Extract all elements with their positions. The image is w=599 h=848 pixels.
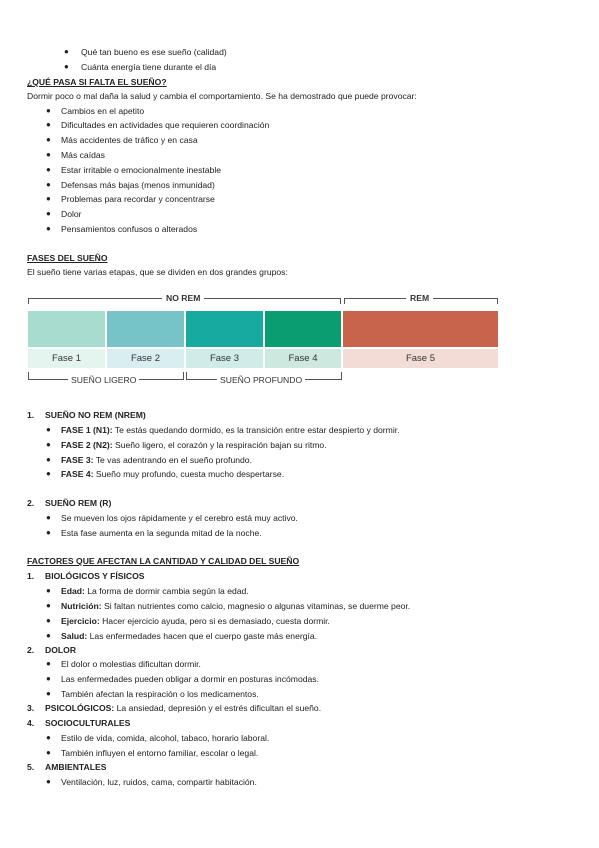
list-item: FASE 2 (N2): Sueño ligero, el corazón y la respiración bajan su ritmo.: [61, 440, 327, 450]
rem-label: REM: [406, 293, 433, 303]
bullet: ●: [64, 47, 69, 56]
list-item: Ejercicio: Hacer ejercicio ayuda, pero si es demasiado, cuesta dormir.: [61, 616, 330, 626]
list-item: FASE 3: Te vas adentrando en el sueño profundo.: [61, 455, 252, 465]
list-number: 1.: [27, 410, 35, 420]
phase-4-label: Fase 4: [265, 349, 341, 368]
subsection-title: SOCIOCULTURALES: [45, 718, 131, 728]
list-number: 2.: [27, 645, 35, 655]
list-item: Se mueven los ojos rápidamente y el cerebro está muy activo.: [61, 513, 298, 523]
list-item: Las enfermedades pueden obligar a dormir en posturas incómodas.: [61, 674, 319, 684]
list-number: 3.: [27, 703, 35, 713]
bullet: ●: [46, 209, 51, 218]
list-number: 2.: [27, 498, 35, 508]
list-item: Defensas más bajas (menos inmunidad): [61, 180, 215, 190]
phase-2-label: Fase 2: [107, 349, 184, 368]
nrem-bracket-right: [340, 298, 341, 304]
bullet: ●: [46, 194, 51, 203]
list-item: También influyen el entorno familiar, escolar o legal.: [61, 748, 259, 758]
bullet: ●: [46, 689, 51, 698]
bullet: ●: [46, 733, 51, 742]
bullet: ●: [46, 674, 51, 683]
list-item: Dificultades en actividades que requieren coordinación: [61, 120, 270, 130]
bullet: ●: [46, 601, 51, 610]
bullet: ●: [46, 631, 51, 640]
list-item: Cambios en el apetito: [61, 106, 145, 116]
list-item: Estar irritable o emocionalmente inestable: [61, 165, 222, 175]
list-item: Pensamientos confusos o alterados: [61, 224, 198, 234]
list-item-text: Qué tan bueno es ese sueño (calidad): [81, 47, 227, 57]
list-number: 5.: [27, 762, 35, 772]
subsection-title: DOLOR: [45, 645, 77, 655]
nrem-bracket-left: [28, 298, 29, 304]
list-item: Más accidentes de tráfico y en casa: [61, 135, 198, 145]
list-item: Ventilación, luz, ruidos, cama, compartir habitación.: [61, 777, 257, 787]
bullet: ●: [46, 513, 51, 522]
list-item: Problemas para recordar y concentrarse: [61, 194, 215, 204]
section-heading: FACTORES QUE AFECTAN LA CANTIDAD Y CALIDAD DEL SUEÑO: [27, 556, 300, 566]
bullet: ●: [46, 224, 51, 233]
subsection-title: SUEÑO REM (R): [45, 498, 112, 508]
deep-sleep-label: SUEÑO PROFUNDO: [217, 375, 305, 385]
sleep-phases-diagram: [28, 288, 498, 386]
list-item: Más caídas: [61, 150, 105, 160]
list-item: PSICOLÓGICOS: La ansiedad, depresión y el estrés dificultan el sueño.: [45, 703, 322, 713]
bullet: ●: [46, 150, 51, 159]
list-number: 1.: [27, 571, 35, 581]
bullet: ●: [64, 62, 69, 71]
phase-1-label: Fase 1: [28, 349, 105, 368]
light-sleep-label: SUEÑO LIGERO: [68, 375, 139, 385]
list-item: Salud: Las enfermedades hacen que el cuerpo gaste más energía.: [61, 631, 318, 641]
bullet: ●: [46, 120, 51, 129]
subsection-title: SUEÑO NO REM (NREM): [45, 410, 146, 420]
bullet: ●: [46, 659, 51, 668]
phase-2-bar: [107, 311, 184, 347]
list-item: También afectan la respiración o los medicamentos.: [61, 689, 259, 699]
bullet: ●: [46, 469, 51, 478]
list-item: FASE 1 (N1): Te estás quedando dormido, es la transición entre estar despierto y dormir.: [61, 425, 400, 435]
bullet: ●: [46, 748, 51, 757]
list-item: Edad: La forma de dormir cambia según la edad.: [61, 586, 249, 596]
bullet: ●: [46, 425, 51, 434]
list-item: FASE 4: Sueño muy profundo, cuesta mucho despertarse.: [61, 469, 285, 479]
rem-bracket-right: [497, 298, 498, 304]
bullet: ●: [46, 586, 51, 595]
phase-4-bar: [265, 311, 341, 347]
bullet: ●: [46, 528, 51, 537]
paragraph: El sueño tiene varias etapas, que se dividen en dos grandes grupos:: [27, 267, 288, 277]
bullet: ●: [46, 165, 51, 174]
phase-3-label: Fase 3: [186, 349, 263, 368]
bullet: ●: [46, 135, 51, 144]
list-item: Estilo de vida, comida, alcohol, tabaco, horario laboral.: [61, 733, 270, 743]
list-item: Nutrición: Si faltan nutrientes como calcio, magnesio o algunas vitaminas, se duerme peor.: [61, 601, 411, 611]
nrem-label: NO REM: [162, 293, 204, 303]
bullet: ●: [46, 180, 51, 189]
subsection-title: BIOLÓGICOS Y FÍSICOS: [45, 571, 145, 581]
phase-5-bar: [343, 311, 498, 347]
phase-1-bar: [28, 311, 105, 347]
rem-bracket-left: [344, 298, 345, 304]
bullet: ●: [46, 777, 51, 786]
list-number: 4.: [27, 718, 35, 728]
bullet: ●: [46, 616, 51, 625]
list-item: Dolor: [61, 209, 82, 219]
paragraph: Dormir poco o mal daña la salud y cambia el comportamiento. Se ha demostrado que puede provocar:: [27, 91, 417, 101]
section-heading: FASES DEL SUEÑO: [27, 253, 108, 263]
section-heading: ¿QUÉ PASA SI FALTA EL SUEÑO?: [27, 77, 167, 87]
bullet: ●: [46, 440, 51, 449]
phase-5-label: Fase 5: [343, 349, 498, 368]
list-item-text: Cuánta energía tiene durante el día: [81, 62, 217, 72]
subsection-title: AMBIENTALES: [45, 762, 107, 772]
phase-3-bar: [186, 311, 263, 347]
bullet: ●: [46, 455, 51, 464]
list-item: El dolor o molestias dificultan dormir.: [61, 659, 201, 669]
list-item: Esta fase aumenta en la segunda mitad de la noche.: [61, 528, 262, 538]
bullet: ●: [46, 106, 51, 115]
